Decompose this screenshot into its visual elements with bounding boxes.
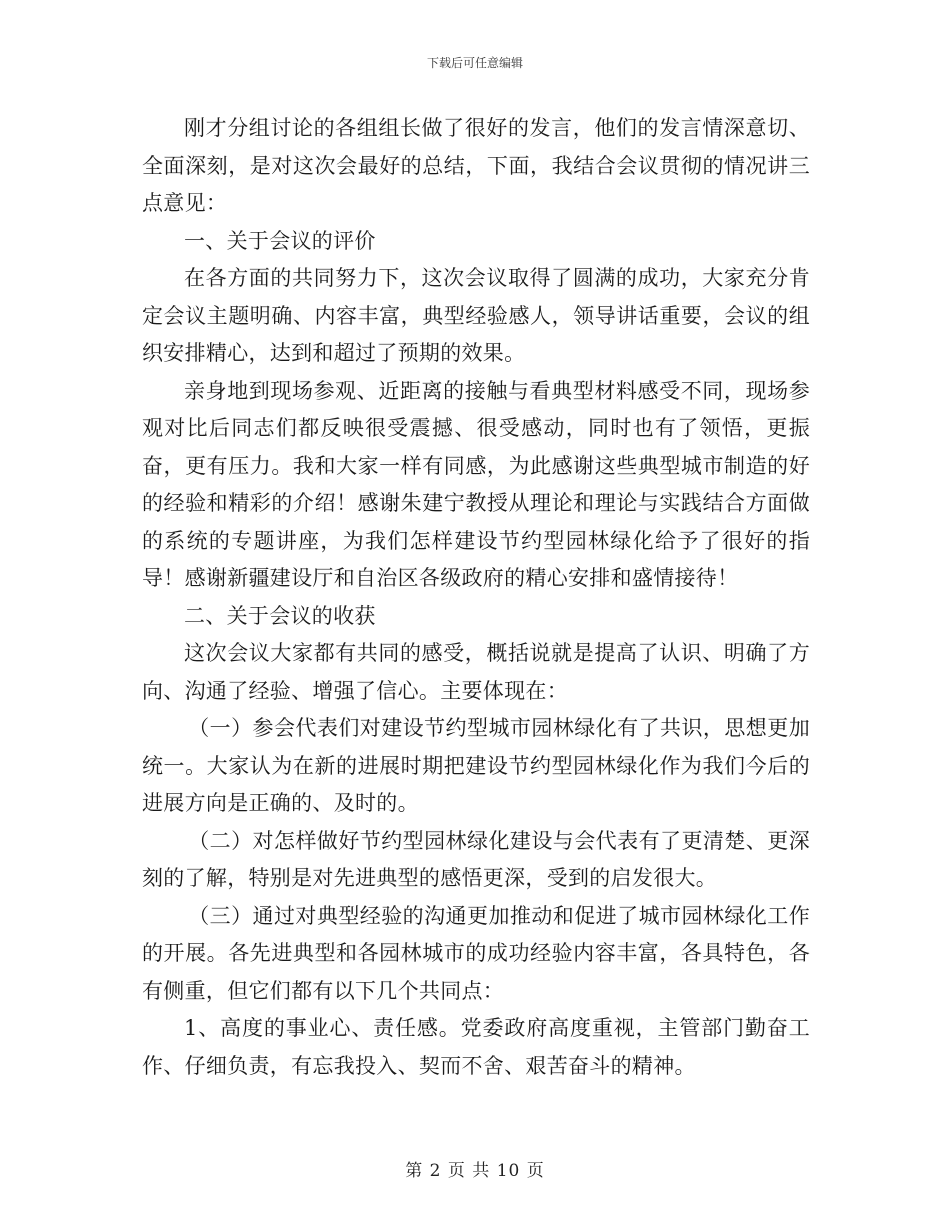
paragraph-gains: 这次会议大家都有共同的感受，概括说就是提高了认识、明确了方向、沟通了经验、增强了信心。主要体现在： [142,641,810,703]
paragraph-common-point-1: 1、高度的事业心、责任感。党委政府高度重视，主管部门勤奋工作、仔细负责，有忘我投入、契而不舍、艰苦奋斗的精神。 [142,1016,810,1078]
page-number: 第 2 页 共 10 页 [405,1161,545,1181]
section-heading-evaluation: 一、关于会议的评价 [184,228,376,253]
paragraph-point-3: （三）通过对典型经验的沟通更加推动和促进了城市园林绿化工作的开展。各先进典型和各园林城市的成功经验内容丰富，各具特色，各有侧重，但它们都有以下几个共同点： [142,903,810,1003]
section-heading-gains: 二、关于会议的收获 [184,603,376,628]
paragraph-intro: 刚才分组讨论的各组组长做了很好的发言，他们的发言情深意切、全面深刻，是对这次会最好的总结，下面，我结合会议贯彻的情况讲三点意见： [142,116,810,215]
paragraph-point-2: （二）对怎样做好节约型园林绿化建设与会代表有了更清楚、更深刻的了解，特别是对先进典型的感悟更深，受到的启发很大。 [142,828,810,890]
paragraph-site-visit: 亲身地到现场参观、近距离的接触与看典型材料感受不同，现场参观对比后同志们都反映很受震撼、很受感动，同时也有了领悟，更振奋，更有压力。我和大家一样有同感，为此感谢这些典型城市制造的好的经验和精彩的介绍！感谢朱建宁教授从理论和理论与实践结合方面做的系统的专题讲座，为我们怎样建设节约型园林绿化给予了很好的指导！感谢新疆建设厅和自治区各级政府的精心安排和盛情接待！ [142,378,810,590]
paragraph-point-1: （一）参会代表们对建设节约型城市园林绿化有了共识，思想更加统一。大家认为在新的进展时期把建设节约型园林绿化作为我们今后的进展方向是正确的、及时的。 [142,716,810,815]
paragraph-evaluation: 在各方面的共同努力下，这次会议取得了圆满的成功，大家充分肯定会议主题明确、内容丰富，典型经验感人，领导讲话重要，会议的组织安排精心，达到和超过了预期的效果。 [142,266,810,365]
header-note: 下载后可任意编辑 [426,56,523,70]
document-body [142,110,810,1085]
